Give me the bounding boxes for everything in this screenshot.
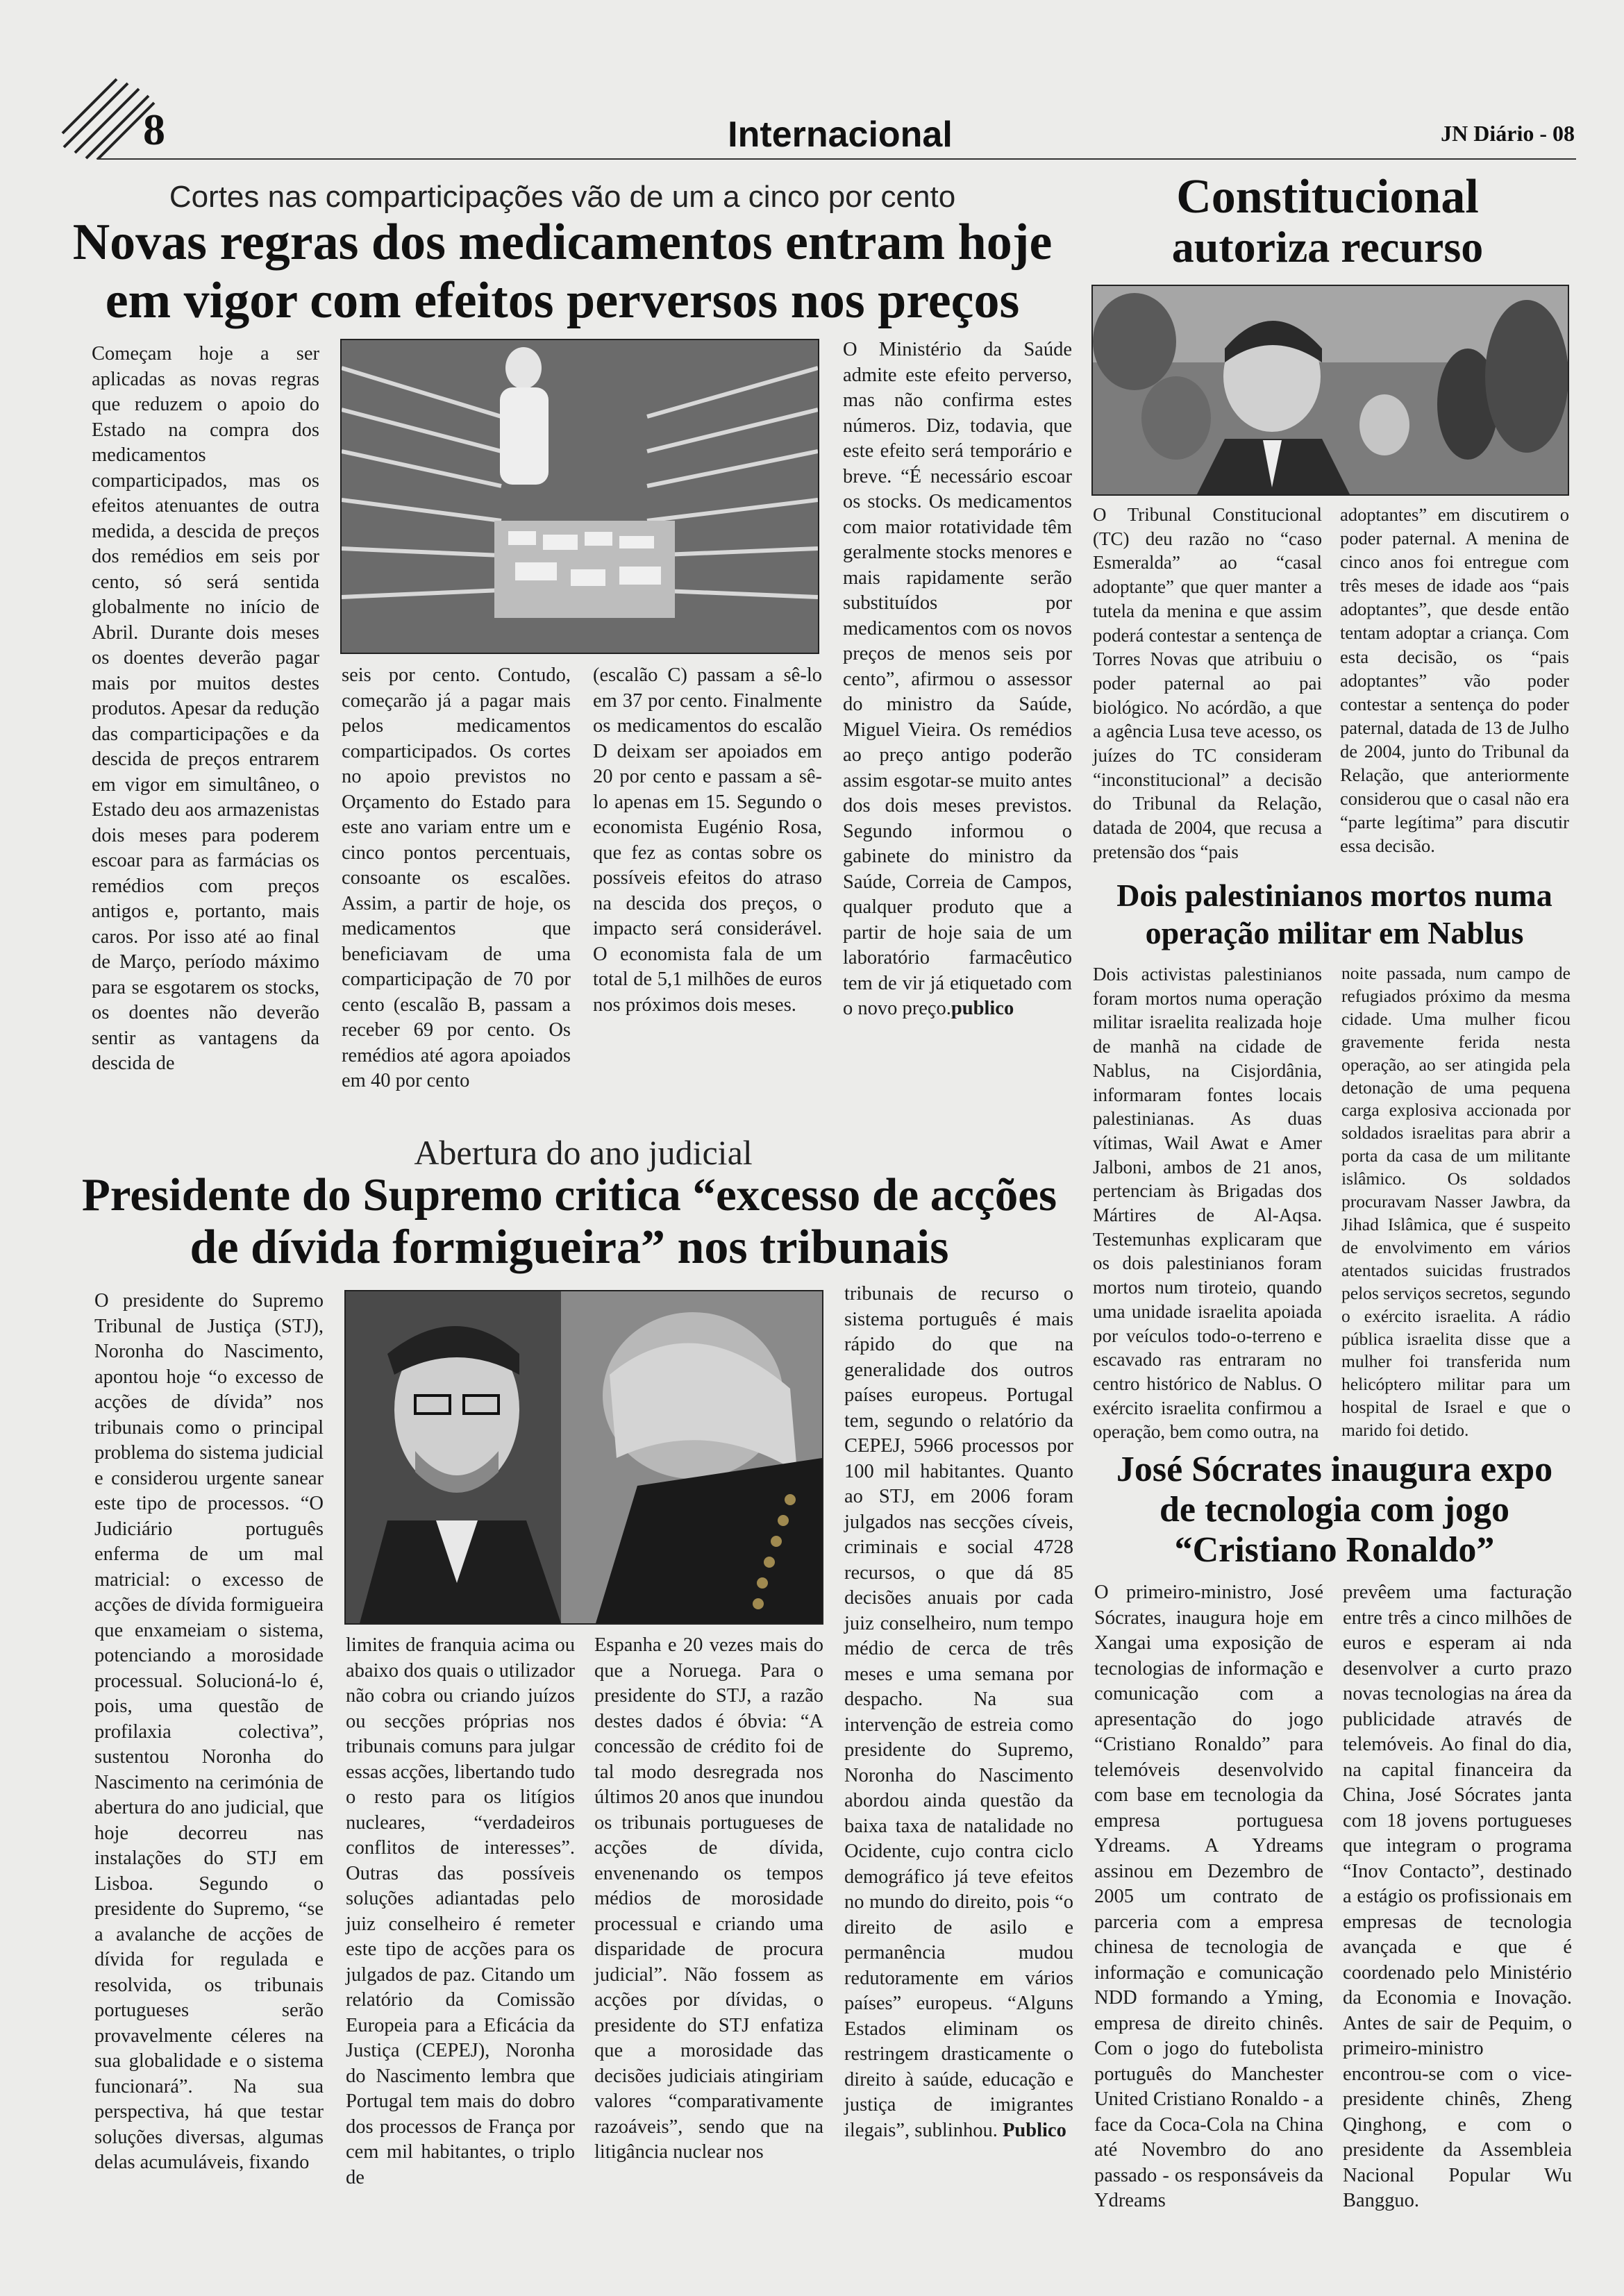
article2-column-3: Espanha e 20 vezes mais do que a Noruega. Para o presidente do STJ, a razão destes dados é óbvia: “A concessão de crédito foi de tal modo desregrada nos últimos 20 anos que inundou os tribunais portugueses de acções de dívida, envenenando os tempos médios de morosidade processual e criando uma disparidade de procura judicial”. Não fossem as acções por dívidas, o presidente do STJ enfatiza que a morosidade das decisões judiciais atingiriam valores “comparativamente razoáveis”, sendo que na litigância nuclear nos: [594, 1634, 823, 2163]
judges-photo: [344, 1290, 823, 1625]
article4-column-1: Dois activistas palestinianos foram mortos numa operação militar israelita realizada hoje de manhã na cidade de Nablus, na Cisjordânia, informaram fontes locais palestinianas. As duas vítimas, Wail Awat e Amer Jalboni, ambos de 21 anos, pertenciam às Brigadas dos Mártires de Al-Aqsa. Testemunhas explicaram que os dois palestinianos foram mortos num tiroteio, quando uma unidade israelita apoiada por veículos todo-o-terreno e escavado ras entraram no centro histórico de Nablus. O exército israelita confirmou a operação, bem como outra, na: [1093, 964, 1322, 1443]
article2-column-2: limites de franquia acima ou abaixo dos quais o utilizador não cobra ou criando juízos ou secções próprias nos tribunais comuns para julgar essas acções, libertando tudo o resto para os litígios nucleares, “verdadeiros conflitos de interesses”. Outras das possíveis soluções adiantadas pelo juiz conselheiro é remeter este tipo de acções para os julgados de paz. Citando um relatório da Comissão Europeia para a Eficácia da Justiça (CEPEJ), Noronha do Nascimento lembra que Portugal tem mais do dobro dos processos de França por cem mil habitantes, o triplo de: [346, 1634, 575, 2188]
article5-headline-line2: de tecnologia com jogo: [1159, 1490, 1509, 1530]
article1-headline-line2: em vigor com efeitos perversos nos preços: [105, 272, 1020, 329]
article2-column-1: O presidente do Supremo Tribunal de Justiça (STJ), Noronha do Nascimento, apontou hoje “o excesso de acções de dívida” nos tribunais como o principal problema do sistema judicial e considerou urgente sanear este tipo de processos. “O Judiciário português enferma de um mal matricial: o excesso de acções de dívida formigueira que enxameiam o sistema, potenciando a morosidade processual. Solucioná-lo é, pois, uma questão de profilaxia colectiva”, sustentou Noronha do Nascimento na cerimónia de abertura do ano judicial, que hoje decorreu nas instalações do STJ em Lisboa. Segundo o presidente do Supremo, “se a avalanche de acções de dívida for regulada e resolvida, os tribunais portugueses serão provavelmente céleres na sua globalidade e o sistema funcionará”. Na sua perspectiva, há que testar soluções diversas, algumas delas acumuláveis, fixando: [94, 1290, 324, 2173]
article1-kicker: Cortes nas comparticipações vão de um a cinco por cento: [169, 180, 956, 214]
pharmacy-photo: [340, 339, 819, 654]
article5-column-1: O primeiro-ministro, José Sócrates, inaugura hoje em Xangai uma exposição de tecnologias de informação e comunicação com a apresentação do jogo “Cristiano Ronaldo” para telemóveis desenvolvido com base em tecnologia da empresa portuguesa Ydreams. A Ydreams assinou em Dezembro de 2005 um contrato de parceria com a empresa chinesa de tecnologia de informação e comunicação NDD formando a Yming, empresa de direito chinês. Com o jogo do futebolista português do Manchester United Cristiano Ronaldo - a face da Coca-Cola na China até Novembro do ano passado - os responsáveis da Ydreams: [1094, 1582, 1323, 2211]
article3-headline-line2: autoriza recurso: [1171, 222, 1484, 271]
page-number: 8: [143, 105, 165, 154]
article2-source: Publico: [1002, 2119, 1066, 2141]
article1-column-2: seis por cento. Contudo, começarão já a pagar mais pelos medicamentos comparticipados. Os cortes no apoio previstos no Orçamento do Estado para este ano variam entre um e cinco pontos percentuais, consoante os escalões. Assim, a partir de hoje, os medicamentos que beneficiavam de uma comparticipação de 70 por cento (escalão B, passam a receber 69 por cento. Os remédios até agora apoiados em 40 por cento: [342, 664, 571, 1091]
article2-column-4: [844, 1282, 1073, 2254]
article4-headline-line2: operação militar em Nablus: [1145, 915, 1524, 950]
constitutional-court-photo: [1091, 285, 1569, 496]
article4-headline-line1: Dois palestinianos mortos numa: [1116, 878, 1552, 913]
article1-column-4: [843, 337, 1072, 1122]
article1-column-4-text: O Ministério da Saúde admite este efeito perverso, mas não confirma estes números. Diz, todavia, que este efeito será temporário e breve. “É necessário escoar os stocks. Os medicamentos com maior rotatividade têm geralmente stocks menores e mais rapidamente serão substituídos por medicamentos com os novos preços de menos seis por cento”, afirmou o assessor do ministro da Saúde, Miguel Vieira. Os remédios ao preço antigo poderão assim esgotar-se muito antes dos dois meses previstos. Segundo informou o gabinete do ministro da Saúde, Correia de Campos, qualquer produto que a partir de hoje saia de um laboratório farmacêutico tem de vir já etiquetado com o novo preço.: [843, 339, 1072, 1019]
article5-headline-line1: José Sócrates inaugura expo: [1116, 1450, 1553, 1489]
article3-column-1: O Tribunal Constitucional (TC) deu razão no “caso Esmeralda” ao “casal adoptante” que quer manter a tutela da menina e que assim poderá contestar a sentença de Torres Novas que atribuiu o poder paternal ao pai biológico. No acórdão, a que a agência Lusa teve acesso, os juízes do TC consideram “inconstitucional” a decisão do Tribunal da Relação, datada de 2004, que recusa a pretensão dos “pais: [1093, 504, 1322, 862]
article1-column-3: (escalão C) passam a sê-lo em 37 por cento. Finalmente os medicamentos do escalão D deixam ser apoiados em 20 por cento e passam a sê-lo apenas em 15. Segundo o economista Eugénio Rosa, que fez as contas sobre os possíveis efeitos do atraso na descida dos preços, o impacto será considerável. O economista fala de um total de 5,1 milhões de euros nos próximos dois meses.: [593, 664, 822, 1016]
edition-label: JN Diário - 08: [1441, 121, 1575, 146]
article2-column-4-text: tribunais de recurso o sistema português é mais rápido do que na generalidade dos outros países europeus. Portugal tem, segundo o relatório da CEPEJ, 5966 processos por 100 mil habitantes. Quanto ao STJ, em 2006 foram julgados nas secções cíveis, criminais e social 4728 recursos, o que dá 85 decisões anuais por cada juiz conselheiro, num tempo médio de cerca de três meses e uma semana por despacho. Na sua intervenção de estreia como presidente do Supremo, Noronha do Nascimento abordou ainda questão da baixa taxa de natalidade no Ocidente, cujo contra ciclo demográfico já teve efeitos no mundo do direito, pois “o direito de asilo e permanência mudou redutoramente em vários países” europeus. “Alguns Estados eliminam os restringem drasticamente o direito à saúde, educação e justiça de imigrantes ilegais”, sublinhou.: [844, 1283, 1073, 2141]
article5-column-2: prevêem uma facturação entre três a cinco milhões de euros e esperam ai nda desenvolver a curto prazo novas tecnologias na área da publicidade através de telemóveis. Ao final do dia, na capital financeira da China, José Sócrates janta com 18 jovens portugueses que integram o programa “Inov Contacto”, destinado a estágio os profissionais em empresas de tecnologia avançada e que é coordenado pelo Ministério da Economia e Inovação. Antes de sair de Pequim, o primeiro-ministro encontrou-se com o vice-presidente chinês, Zheng Qinghong, e com o presidente da Assembleia Nacional Popular Wu Bangguo.: [1343, 1582, 1572, 2211]
section-title: Internacional: [728, 115, 953, 155]
article2-kicker: Abertura do ano judicial: [414, 1133, 753, 1172]
article2-headline-line2: de dívida formigueira” nos tribunais: [190, 1221, 949, 1274]
article2-headline-line1: Presidente do Supremo critica “excesso de acções: [81, 1169, 1057, 1221]
article1-source: publico: [951, 998, 1014, 1019]
article1-headline-line1: Novas regras dos medicamentos entram hoje: [72, 214, 1053, 271]
article4-column-2: noite passada, num campo de refugiados próximo da mesma cidade. Uma mulher ficou gravemente ferida nesta operação, ao ser atingida pela detonação de uma pequena carga explosiva accionada por soldados israelitas para abrir a porta da casa de um militante islâmico. Os soldados procuravam Nasser Jawbra, da Jihad Islâmica, que é suspeito de envolvimento em vários atentados suicidas frustrados pelos serviços secretos, segundo o exército israelita. A rádio pública israelita disse que a mulher foi transferida num helicóptero militar para um hospital de Israel e que o marido foi detido.: [1341, 963, 1571, 1441]
article5-headline-line3: “Cristiano Ronaldo”: [1174, 1530, 1495, 1570]
article1-column-1: Começam hoje a ser aplicadas as novas regras que reduzem o apoio do Estado na compra dos medicamentos comparticipados, mas os efeitos atenuantes de outra medida, a descida de preços dos remédios em seis por cento, só será sentida globalmente no início de Abril. Durante dois meses os doentes deverão pagar mais por muitos destes produtos. Apesar da redução das comparticipações e da descida de preços entrarem em vigor em simultâneo, o Estado deu aos armazenistas dois meses para poderem escoar para as farmácias os remédios com preços antigos e, portanto, mais caros. Por isso até ao final de Março, período máximo para se esgotarem os stocks, os doentes não deverão sentir as vantagens da descida de: [92, 343, 319, 1074]
header-rule: [97, 158, 1576, 160]
article3-column-2: adoptantes” em discutirem o poder paternal. A menina de cinco anos foi entregue com três meses de idade aos “pais adoptantes”, que desde então tentam adoptar a criança. Com esta decisão, os “pais adoptantes” vão poder contestar a sentença do poder paternal, datada de 13 de Julho de 2004, junto do Tribunal da Relação, que anteriormente considerou que o casal não era “parte legítima” para discutir essa decisão.: [1340, 504, 1569, 857]
article3-headline-line1: Constitucional: [1176, 170, 1479, 224]
